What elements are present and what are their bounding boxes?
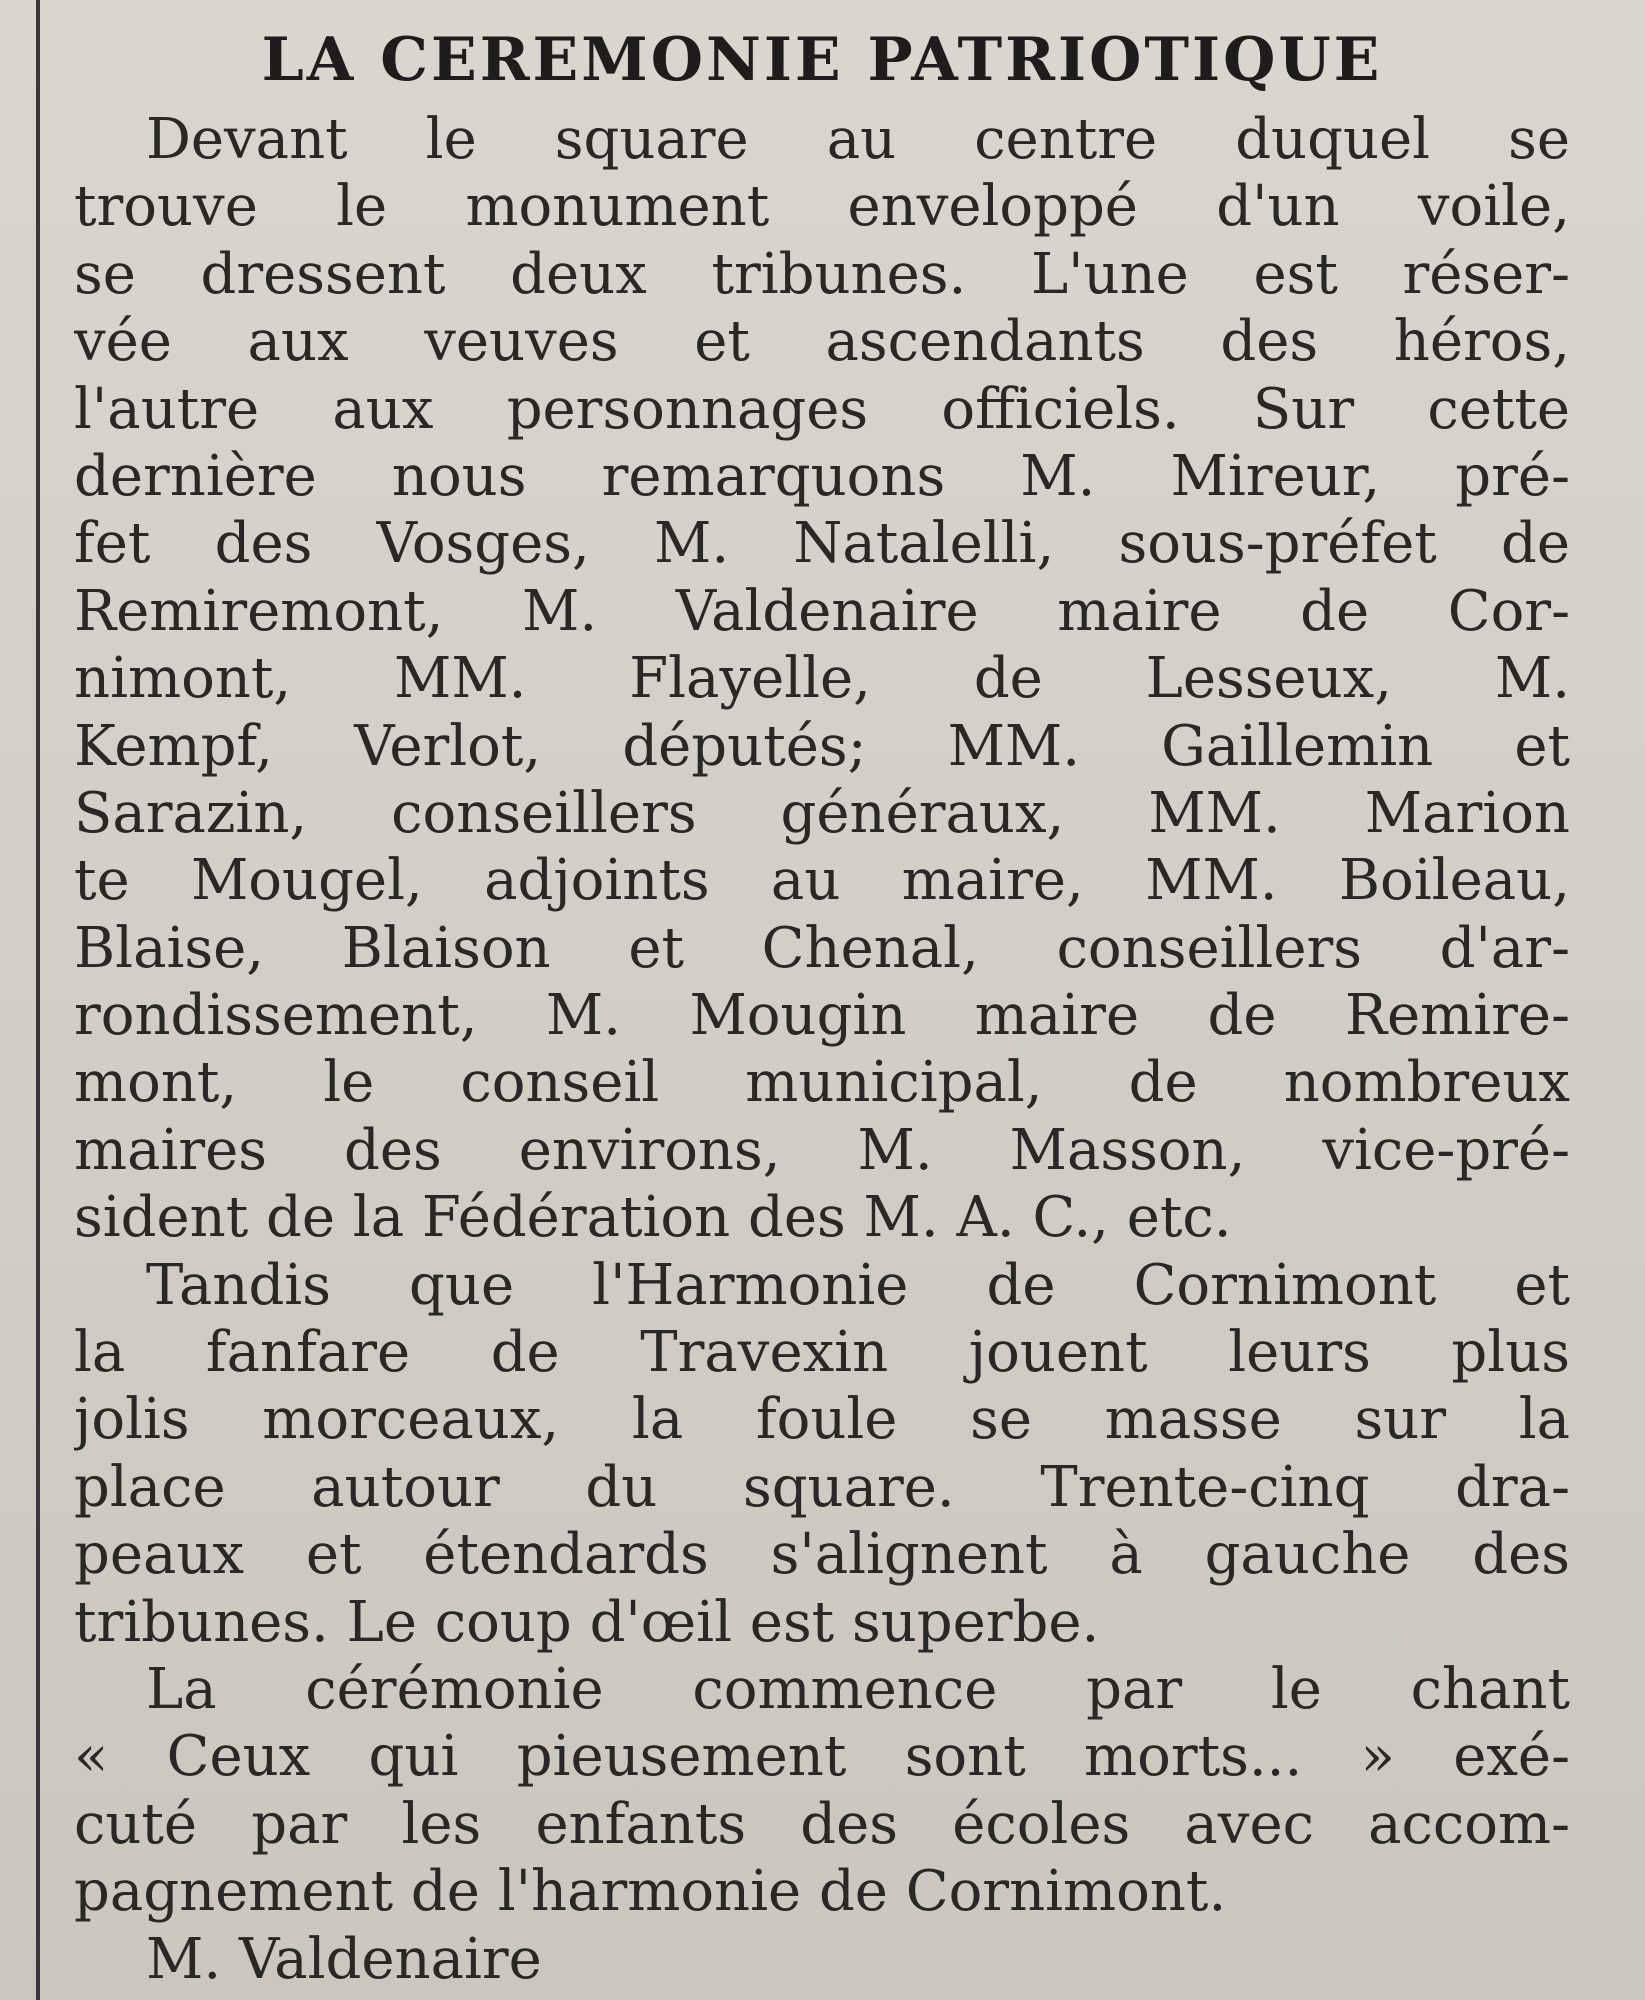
article-headline: LA CEREMONIE PATRIOTIQUE — [261, 25, 1383, 95]
article-line: Sarazin, conseillers généraux, MM. Marion — [74, 780, 1570, 846]
article-line: se dressent deux tribunes. L'une est réser- — [74, 241, 1570, 307]
column-rule — [36, 0, 40, 2000]
article-line: rondissement, M. Mougin maire de Remire- — [74, 983, 1570, 1049]
article-line: sident de la Fédération des M. A. C., etc. — [74, 1185, 1232, 1251]
article-line: jolis morceaux, la foule se masse sur la — [74, 1387, 1570, 1453]
article-line: nimont, MM. Flayelle, de Lesseux, M. — [74, 646, 1570, 712]
article-line: la fanfare de Travexin jouent leurs plus — [74, 1320, 1570, 1386]
article-line: cuté par les enfants des écoles avec accom- — [74, 1791, 1570, 1857]
article-line: tribunes. Le coup d'œil est superbe. — [74, 1589, 1100, 1655]
article-line: dernière nous remarquons M. Mireur, pré- — [74, 443, 1570, 509]
article-line: pagnement de l'harmonie de Cornimont. — [74, 1859, 1227, 1925]
article-line: maires des environs, M. Masson, vice-pré- — [74, 1117, 1570, 1183]
article-line: trouve le monument enveloppé d'un voile, — [74, 174, 1570, 240]
article-line: Devant le square au centre duquel se — [146, 107, 1570, 172]
article-line: Tandis que l'Harmonie de Cornimont et — [146, 1252, 1570, 1318]
article-body — [74, 106, 1570, 1993]
article-line: place autour du square. Trente-cinq dra- — [74, 1454, 1570, 1520]
article-line: mont, le conseil municipal, de nombreux — [74, 1050, 1570, 1116]
article-line: fet des Vosges, M. Natalelli, sous-préfet de — [74, 511, 1570, 577]
article-line: M. Valdenaire — [146, 1926, 542, 1992]
article-line: l'autre aux personnages officiels. Sur cette — [74, 376, 1570, 442]
article-line: peaux et étendards s'alignent à gauche des — [74, 1522, 1570, 1588]
article-line: te Mougel, adjoints au maire, MM. Boileau, — [74, 848, 1570, 914]
article-line: Remiremont, M. Valdenaire maire de Cor- — [74, 578, 1570, 644]
article-line: La cérémonie commence par le chant — [146, 1656, 1570, 1722]
article-line: vée aux veuves et ascendants des héros, — [74, 309, 1570, 375]
article-line: « Ceux qui pieusement sont morts... » exé- — [74, 1724, 1570, 1790]
article-line: Kempf, Verlot, députés; MM. Gaillemin et — [74, 713, 1570, 779]
article-column — [74, 14, 1570, 1993]
article-line: Blaise, Blaison et Chenal, conseillers d'ar- — [74, 915, 1570, 981]
